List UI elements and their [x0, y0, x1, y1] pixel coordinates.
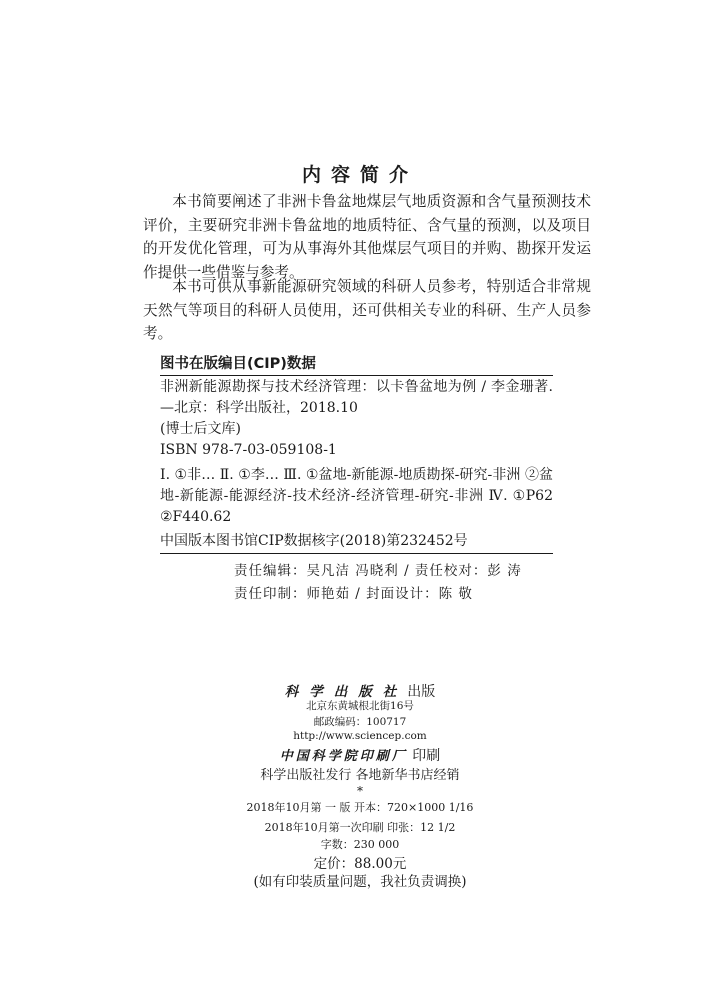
summary-title: 内容简介 — [301, 164, 418, 186]
summary-paragraph-2: 本书可供从事新能源研究领域的科研人员参考，特别适合非常规天然气等项目的科研人员使用，还可供相关专业的科研、生产人员参考。 — [143, 278, 591, 342]
printing-line: 2018年10月第一次印刷 印张：12 1/2 — [264, 821, 456, 834]
printer-name: 中国科学院印刷厂 — [279, 749, 408, 764]
printer-line — [0, 745, 720, 765]
price: 定价：88.00元 — [313, 856, 407, 872]
exchange-note: (如有印装质量问题，我社负责调换) — [253, 874, 467, 890]
distribution-line: 科学出版社发行 各地新华书店经销 — [260, 768, 460, 783]
edition-line: 2018年10月第 一 版 开本：720×1000 1/16 — [246, 801, 474, 814]
publisher-address: 北京东黄城根北街16号 — [306, 700, 414, 712]
cip-record: 非洲新能源勘探与技术经济管理：以卡鲁盆地为例 / 李金珊著. —北京：科学出版社，2018.10 — [160, 379, 553, 416]
editors-line-1: 责任编辑：吴凡洁 冯晓利 / 责任校对：彭 涛 — [234, 563, 522, 579]
publisher-name: 科学出版社 — [284, 684, 408, 700]
printer-suffix: 印刷 — [412, 748, 441, 764]
publisher-postcode: 邮政编码：100717 — [313, 716, 407, 728]
summary-paragraph-1: 本书简要阐述了非洲卡鲁盆地煤层气地质资源和含气量预测技术评价，主要研究非洲卡鲁盆地的地质特征、含气量的预测，以及项目的开发优化管理，可为从事海外其他煤层气项目的并购、勘探开发运作提供一些借鉴与参考。 — [143, 193, 591, 281]
cip-top-rule — [160, 375, 553, 376]
cip-bottom-rule — [160, 553, 553, 554]
cip-isbn: ISBN 978-7-03-059108-1 — [160, 442, 337, 458]
cip-series: (博士后文库) — [160, 421, 241, 437]
separator-asterisk: * — [357, 784, 363, 798]
publisher-website: http://www.sciencep.com — [293, 730, 427, 742]
cip-classification: Ⅰ. ①非… Ⅱ. ①李… Ⅲ. ①盆地-新能源-地质勘探-研究-非洲 ②盆地-新能源-能源经济-技术经济-经济管理-研究-非洲 Ⅳ. ①P62 ②F440.62 — [160, 467, 553, 525]
editors-line-2: 责任印制：师艳茹 / 封面设计：陈 敬 — [234, 586, 473, 602]
word-count: 字数：230 000 — [320, 838, 400, 851]
publisher-suffix: 出版 — [407, 684, 436, 700]
cip-title: 图书在版编目(CIP)数据 — [160, 356, 316, 372]
cip-verification: 中国版本图书馆CIP数据核字(2018)第232452号 — [160, 533, 468, 549]
